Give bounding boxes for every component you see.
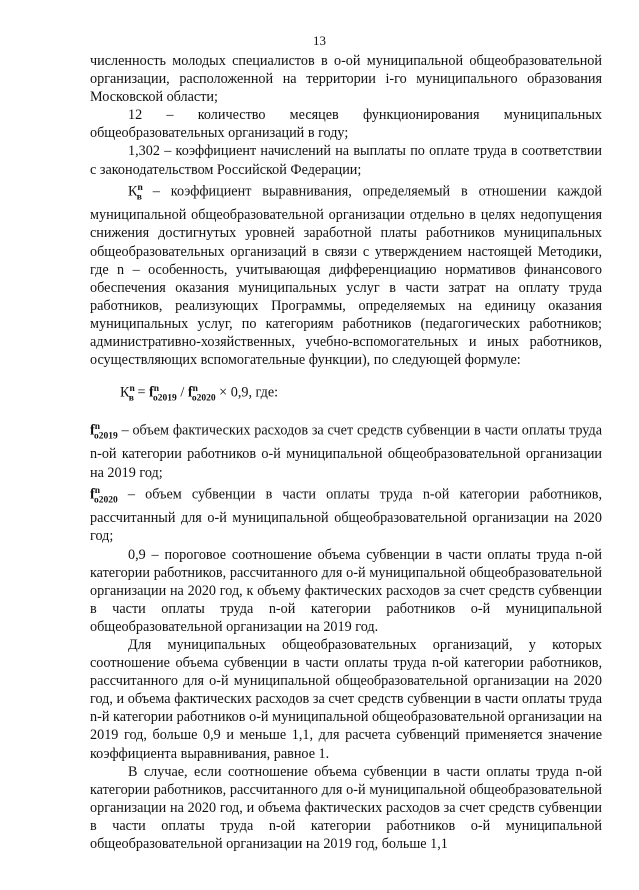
p5-sup: n <box>94 421 101 432</box>
coefficient-sub: в <box>136 192 142 203</box>
paragraph-coefficient-1302: 1,302 – коэффициент начислений на выплаты по оплате труда в соответствии с законодательством Российской Федерации; <box>90 143 602 178</box>
p5-symbol: f <box>90 422 95 439</box>
formula-lhs: К <box>120 384 130 401</box>
p6-sup: n <box>94 485 101 496</box>
equalization-text: – коэффициент выравнивания, определяемый в отношении каждой муниципальной общеобразовательной организации отдельно в целях недопущения снижения достигнутых уровней заработной платы работников муниципальных общеобразовательных организаций в связи с утверждением настоящей Методики, где n – особенность, учитывающая дифференциацию нормативов финансового обеспечения оказания муниципальных услуг в части затрат на оплату труда работников, реализующих Программы, определяемых на единицу оказания муниципальных услуг, по категориям работников (педагогических работников; административно-хозяйственных, учебно-вспомогательных и иных работников, осуществляющих вспомогательные функции), по следующей формуле: <box>90 183 602 369</box>
formula-f2-sup: n <box>192 384 198 395</box>
formula-f1-sub: o2019 <box>153 393 177 404</box>
paragraph-threshold: 0,9 – пороговое соотношение объема субвенции в части оплаты труда n-ой категории работников, рассчитанного для o-й муниципальной общеобразовательной организации на 2020 год, к объему фактических расходов за счет средств субвенции в части оплаты труда n-ой категории работников o-й муниципальной общеобразовательной организации на 2019 год. <box>90 546 602 635</box>
p6-text: – объем субвенции в части оплаты труда n-ой категории работников, рассчитанный для o-й муниципальной общеобразовательной организации на 2020 год; <box>90 486 602 545</box>
paragraph-young-specialists: численность молодых специалистов в o-ой муниципальной общеобразовательной организации, расположенной на территории i-го муниципального образования Московской области; <box>90 53 602 106</box>
formula-f1: f <box>149 384 154 401</box>
paragraph-actual-expenses <box>90 418 602 482</box>
formula-f2: f <box>187 384 193 401</box>
paragraph-ratio-rule: Для муниципальных общеобразовательных организаций, у которых соотношение объема субвенции в части оплаты труда n-ой категории работников, рассчитанного для o-й муниципальной общеобразовательной организации на 2020 год, и объема фактических расходов за счет средств субвенции в части оплаты труда n-й категории работников o-й муниципальной общеобразовательной организации на 2019 год, больше 0,9 и меньше 1,1, для расчета субвенций применяется значение коэффициента выравнивания, равное 1. <box>90 636 602 762</box>
formula-f1-sup: n <box>153 384 160 395</box>
formula-f2-sub: o2020 <box>191 393 216 404</box>
formula: $К^n_в = f^n_{o2019} / f^n_{o2020} \times 0,9$, где: <box>120 384 279 404</box>
formula-rest: × 0,9, где: <box>215 384 279 401</box>
p6-sub: o2020 <box>94 495 118 506</box>
formula-lhs-sup: n <box>129 384 135 395</box>
page-number: 13 <box>313 33 326 48</box>
document-body <box>90 52 602 853</box>
paragraph-subvention-volume <box>90 482 602 546</box>
p5-text: – объем фактических расходов за счет средств субвенции в части оплаты труда n-ой категории работников o-й муниципальной общеобразовательной организации на 2019 год; <box>90 422 602 481</box>
paragraph-months: 12 – количество месяцев функционирования муниципальных общеобразовательных организаций в году; <box>90 107 602 142</box>
paragraph-case-greater: В случае, если соотношение объема субвенции в части оплаты труда n-ой категории работников, рассчитанного для o-й муниципальной общеобразовательной организации на 2020 год, и объема фактических расходов за счет средств субвенции в части оплаты труда n-ой категории работников o-й муниципальной общеобразовательной организации на 2019 год, больше 1,1 <box>90 763 602 852</box>
coefficient-sup: n <box>137 182 143 193</box>
paragraph-equalization-coefficient <box>90 179 602 370</box>
p5-sub: o2019 <box>94 431 118 442</box>
p6-symbol: f <box>90 486 95 503</box>
coefficient-symbol: К <box>128 183 138 200</box>
formula-lhs-sub: в <box>128 393 134 404</box>
